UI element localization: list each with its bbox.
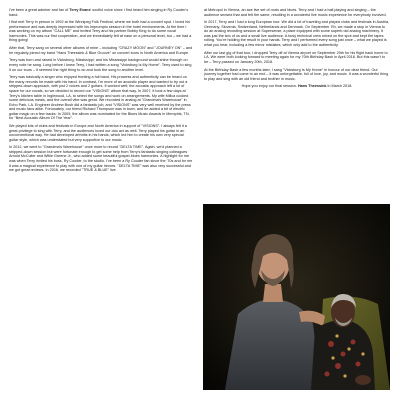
paragraph xyxy=(204,8,390,17)
right-text-column xyxy=(204,8,390,89)
paragraph-text: I've been a great admirer and fan of xyxy=(9,8,70,12)
paragraph xyxy=(9,20,193,43)
left-text-column xyxy=(9,8,193,390)
paragraph-text: After our last gig of that tour, I dropped Terry off at Vienna airport on September 29th for his flight back home to LA. We were both looking forward to meeting again for my 70th Birthday Bash in April 2018. But this wasn't to be – Terry passed on January 20th, 2018. xyxy=(204,50,388,64)
paragraph-text: I first met Terry in person in 1992 at the Winnipeg Folk Festival, where we both had a concert spot. I loved his performance and was deeply impressed with his impromptu session in the hotel environments. At the time I was working on my album "CALL ME" and invited Terry and his partner Bobby King to do some vocal harmonies. This was our first cooperation, and we immediately felt at ease on a personal level, too – we had a thing going! xyxy=(9,20,192,43)
paragraph-text: In 2012, we went to "Grandma's Warehouse" once more to record "DELTA TIME". Again, we'd planned a stripped-down session but were fortunate enough to get some help from Terry's fantastic singing colleagues Arnold McCuller and Willie Greene Jr., who added some beautiful gospel-blues harmonies. A highlight for me was when Terry invited his boss, Ry Cooder, to the studio. I've been a Ry Cooder fan since the '70s and for me it was a magical experience to play with one of my guitar heroes. "DELTA TIME" was also very successful and we got great reviews. In 2016, we recorded "TRUE & BLUE" live xyxy=(9,145,193,173)
paragraph xyxy=(9,8,193,17)
signoff-author: Hans Theessink xyxy=(297,84,327,89)
standing-man-neck xyxy=(263,284,283,302)
paragraph-text: In 2017, Terry and I had a long European tour. We did a lot of traveling and played clubs and festivals in Austria, Germany, Slovenia, Switzerland, Netherlands and Denmark. On September 7th, we made a stop in Vienna to do an analog recording session at Supersense, a place equipped with some superb old analog machinery. It was just the two of us and a small live audience. A busy technical crew mixed on the spot and kept the tapes rolling. You're holding the result in your hands. Terry and I performed every song just once – what we played is what you hear, including a few minor mistakes, which only add to the authenticity. xyxy=(204,20,390,48)
seated-man-hand xyxy=(355,375,371,385)
paragraph xyxy=(9,124,193,142)
paragraph-text: Terry was basically a singer who enjoyed fronting a full band. His prowess and authenticity can be heard on the many records he made with his band. In contrast, I'm more of an acoustic player and wanted to try out a stripped-down approach, with just 2 voices and 2 guitars. It worked well; the acoustic approach left a lot of space for our vocals, so we decided to record our "VISIONS" album that way. In 2007, it took a few days at Terry's kitchen table in Inglewood, LA, to select the songs and work on arrangements. My wife Milica cooked some delicious meals, and the overall vibe was great. We recorded in analog at "Grandma's Warehouse" in Echo Park, LA. Engineer Andrew Bush did a fantastic job, and "VISIONS" was very well received by the press and music fans alike. Fortunately, our friend Richard Thompson was in town, and he added a bit of electric guitar magic on a few tracks. In 2009, the album was nominated for the Blues Music Awards in Memphis, TN, for "Best Acoustic Album Of The Year". xyxy=(9,75,191,121)
paragraph-text: After that, Terry sang on several other albums of mine – including "CRAZY MOON" and "JOURNEY ON" – and he regularly joined my band "Hans Theessink & Blue Groove" on concert tours in North America and Europe. xyxy=(9,46,193,55)
signoff-text: Hope you enjoy our final session. xyxy=(241,84,298,89)
artist-name: Terry Evans xyxy=(69,8,91,12)
paragraph xyxy=(9,46,193,55)
paragraph xyxy=(204,68,390,82)
paragraph xyxy=(9,145,193,172)
signoff-date: in March 2018. xyxy=(326,84,353,89)
paragraph xyxy=(204,51,390,65)
paragraph xyxy=(9,75,193,120)
paragraph-text: ' soulful voice since I first heard him singing in Ry Cooder's band. xyxy=(9,8,189,17)
paragraph-text: We played lots of clubs and festivals in Europe and North America in support of "VISIONS". I always felt it a great privilege to sing with Terry, and the audiences loved our duo act as well. Terry played his guitar in an unconventional way. He had developed arthritis in his hands, which led him to create his own very special guitar style, which was understated but very supportive to our music. xyxy=(9,123,187,142)
signoff xyxy=(204,84,390,89)
portrait-illustration xyxy=(203,204,390,390)
paragraph-text: At the Birthday Bash a few months later, I sang "Vicksburg Is My Home" in honour of our dear friend. Our journey together had come to an end – it was unforgettable, full of love, joy, and music. It was a wonderful thing to play and sing with an old friend and brother in music. xyxy=(204,67,389,81)
paragraph xyxy=(9,58,193,72)
duo-portrait-photo xyxy=(203,204,390,390)
paragraph-text: at Metropol in Vienna, an ace live set of roots and blues. Terry and I had a ball playing and singing – the audience sensed that and felt the same, resulting in a wonderful live music experience for everybody involved. xyxy=(204,8,387,17)
paragraph-text: Terry was born and raised in Vicksburg, Mississippi, and his Mississippi background would shine through on every note he sang. Long before I knew Terry, I had written a song "Vicksburg Is My Home". Terry used to sing it on our tours – it seemed the right thing to do and took the song to another level. xyxy=(9,58,192,72)
paragraph xyxy=(204,20,390,47)
